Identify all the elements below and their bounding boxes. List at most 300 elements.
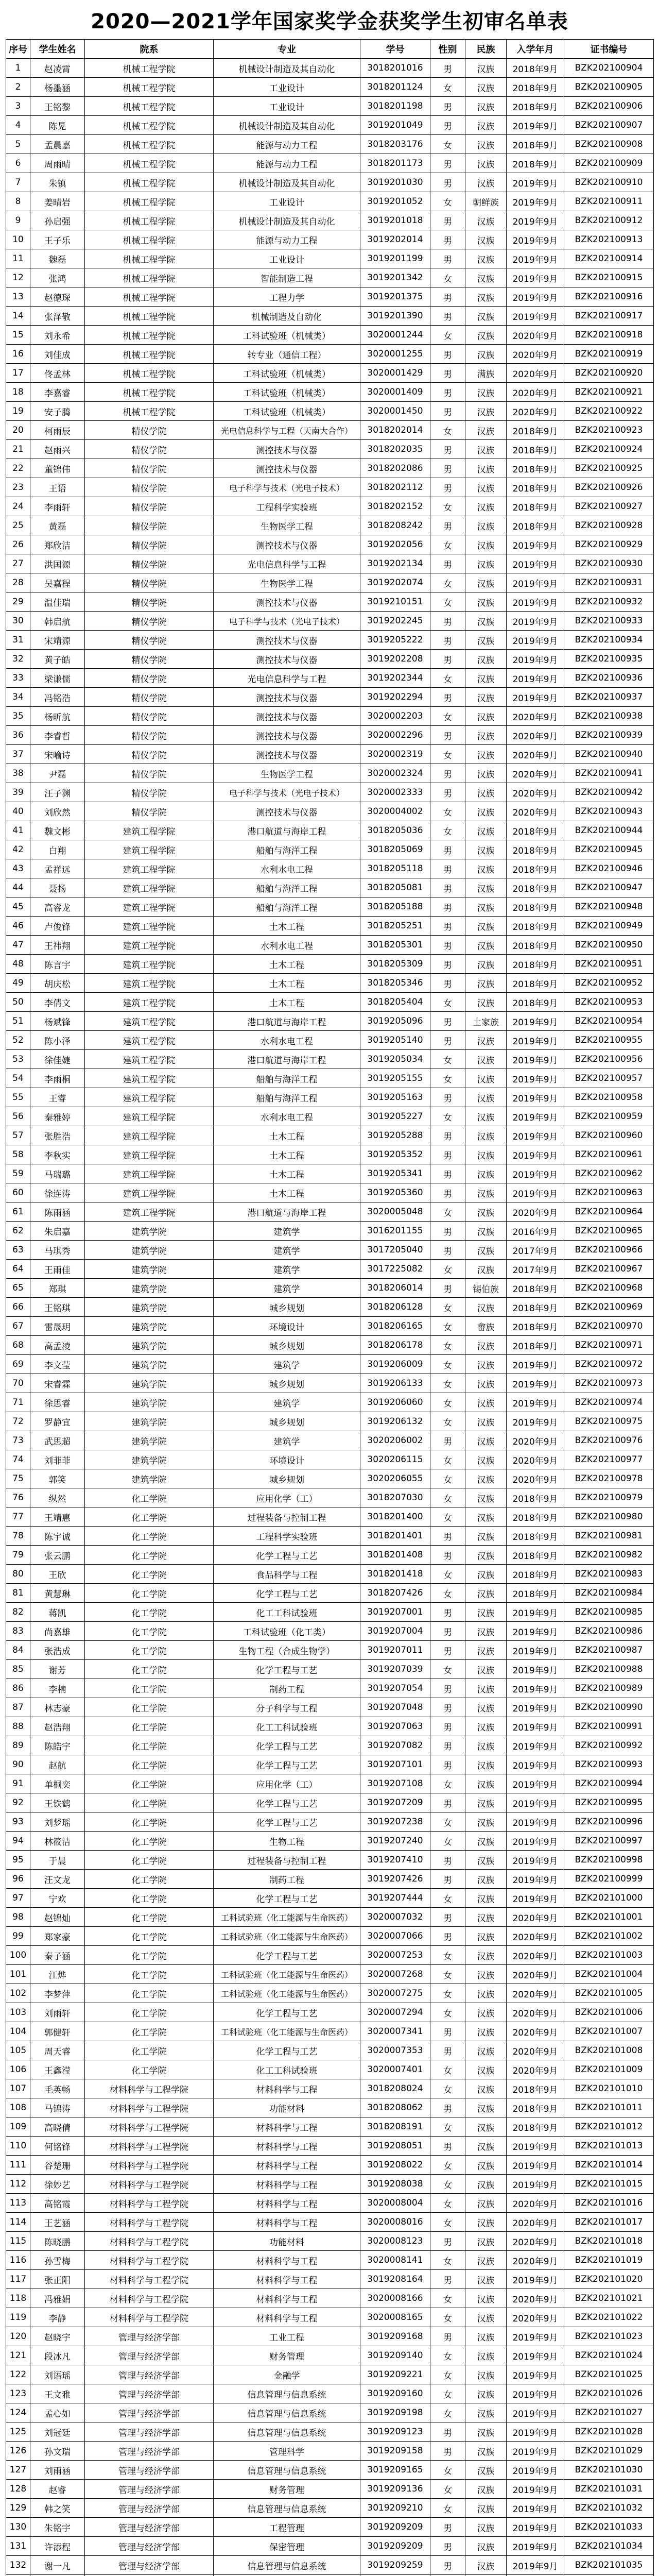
major-cell: 信息管理与信息系统 <box>214 2403 360 2422</box>
name-cell: 魏文彬 <box>30 821 85 840</box>
ethnicity-cell: 汉族 <box>465 2537 507 2556</box>
ethnicity-cell: 汉族 <box>465 2156 507 2175</box>
ethnicity-cell: 汉族 <box>465 2098 507 2117</box>
student-id-cell: 3020008165 <box>360 2308 430 2327</box>
ethnicity-cell: 汉族 <box>465 1717 507 1736</box>
gender-cell: 男 <box>430 840 465 859</box>
department-cell: 精仪学院 <box>85 650 214 669</box>
ethnicity-cell: 汉族 <box>465 1031 507 1050</box>
department-cell: 化工学院 <box>85 1660 214 1679</box>
major-cell: 机械设计制造及其自动化 <box>214 59 360 78</box>
major-cell: 船舶与海洋工程 <box>214 897 360 917</box>
certificate-cell: BZK202100986 <box>564 1622 654 1641</box>
ethnicity-cell: 汉族 <box>465 268 507 287</box>
major-cell: 化学工程与工艺 <box>214 1755 360 1774</box>
index-cell: 11 <box>6 249 30 268</box>
name-cell: 武思超 <box>30 1431 85 1450</box>
student-id-cell: 3019207039 <box>360 1660 430 1679</box>
table-row <box>6 268 654 287</box>
table-row <box>6 1603 654 1622</box>
index-cell: 127 <box>6 2461 30 2480</box>
index-cell: 81 <box>6 1584 30 1603</box>
gender-cell: 女 <box>430 1336 465 1355</box>
gender-cell: 男 <box>430 1698 465 1717</box>
student-id-cell: 3018205069 <box>360 840 430 859</box>
major-cell: 船舶与海洋工程 <box>214 878 360 897</box>
department-cell: 精仪学院 <box>85 745 214 764</box>
gender-cell: 女 <box>430 2289 465 2308</box>
student-id-cell: 3019205360 <box>360 1183 430 1202</box>
gender-cell: 女 <box>430 78 465 97</box>
index-cell: 65 <box>6 1279 30 1298</box>
major-cell: 建筑学 <box>214 1260 360 1279</box>
table-row <box>6 859 654 878</box>
major-cell: 电子科学与技术（光电子技术） <box>214 478 360 497</box>
index-cell: 1 <box>6 59 30 78</box>
enrollment-cell: 2019年9月 <box>507 1851 564 1870</box>
ethnicity-cell: 汉族 <box>465 936 507 955</box>
major-cell: 港口航道与海岸工程 <box>214 1202 360 1222</box>
name-cell: 陈宇诚 <box>30 1527 85 1546</box>
name-cell: 徐佳婕 <box>30 1050 85 1069</box>
certificate-cell: BZK202101026 <box>564 2384 654 2403</box>
index-cell: 55 <box>6 1088 30 1107</box>
gender-cell: 女 <box>430 1107 465 1126</box>
student-id-cell: 3019201390 <box>360 307 430 326</box>
table-row <box>6 59 654 78</box>
student-id-cell: 3019209168 <box>360 2327 430 2346</box>
major-cell: 材料科学与工程 <box>214 2270 360 2289</box>
department-cell: 建筑学院 <box>85 1222 214 1241</box>
gender-cell: 女 <box>430 2403 465 2422</box>
department-cell: 材料科学与工程学院 <box>85 2289 214 2308</box>
name-cell: 李楠 <box>30 1679 85 1698</box>
enrollment-cell: 2020年9月 <box>507 364 564 383</box>
department-cell: 建筑学院 <box>85 1412 214 1431</box>
index-cell: 16 <box>6 345 30 364</box>
student-id-cell: 3019206132 <box>360 1412 430 1431</box>
index-cell: 10 <box>6 230 30 249</box>
name-cell: 陈言宇 <box>30 955 85 974</box>
certificate-cell: BZK202101014 <box>564 2156 654 2175</box>
enrollment-cell: 2019年9月 <box>507 2461 564 2480</box>
enrollment-cell: 2020年9月 <box>507 1965 564 1984</box>
department-cell: 化工学院 <box>85 1603 214 1622</box>
table-row <box>6 1393 654 1412</box>
student-id-cell: 3020001244 <box>360 326 430 345</box>
major-cell: 船舶与海洋工程 <box>214 1088 360 1107</box>
major-cell: 工业设计 <box>214 249 360 268</box>
table-row <box>6 1546 654 1565</box>
department-cell: 化工学院 <box>85 2041 214 2060</box>
certificate-cell: BZK202100953 <box>564 993 654 1012</box>
ethnicity-cell: 汉族 <box>465 2079 507 2098</box>
enrollment-cell: 2019年9月 <box>507 1412 564 1431</box>
ethnicity-cell: 汉族 <box>465 1793 507 1812</box>
major-cell: 管理科学 <box>214 2442 360 2461</box>
name-cell: 李倩文 <box>30 993 85 1012</box>
index-cell: 77 <box>6 1507 30 1527</box>
name-cell: 张浩成 <box>30 1641 85 1660</box>
enrollment-cell: 2019年9月 <box>507 554 564 573</box>
index-cell: 92 <box>6 1793 30 1812</box>
certificate-cell: BZK202101005 <box>564 1984 654 2003</box>
enrollment-cell: 2019年9月 <box>507 1832 564 1851</box>
student-id-cell: 3020004002 <box>360 802 430 821</box>
certificate-cell: BZK202101001 <box>564 1908 654 1927</box>
name-cell: 王铭黎 <box>30 97 85 116</box>
name-cell: 李梦萍 <box>30 1984 85 2003</box>
gender-cell: 女 <box>430 1298 465 1317</box>
index-cell: 57 <box>6 1126 30 1145</box>
student-id-cell: 3019201375 <box>360 287 430 307</box>
name-cell: 朱启嘉 <box>30 1222 85 1241</box>
enrollment-cell: 2020年9月 <box>507 2041 564 2060</box>
gender-cell: 男 <box>430 1222 465 1241</box>
index-cell: 28 <box>6 573 30 592</box>
gender-cell: 男 <box>430 478 465 497</box>
certificate-cell: BZK202100942 <box>564 783 654 802</box>
index-cell: 99 <box>6 1927 30 1946</box>
name-cell: 赵德琛 <box>30 287 85 307</box>
gender-cell: 女 <box>430 1889 465 1908</box>
student-id-cell: 3019207426 <box>360 1870 430 1889</box>
gender-cell: 男 <box>430 1927 465 1946</box>
enrollment-cell: 2020年9月 <box>507 1946 564 1965</box>
table-row <box>6 2041 654 2060</box>
student-id-cell: 3019207209 <box>360 1793 430 1812</box>
major-cell: 建筑学 <box>214 1393 360 1412</box>
student-id-cell: 3018205081 <box>360 878 430 897</box>
table-row <box>6 1050 654 1069</box>
enrollment-cell: 2019年9月 <box>507 2422 564 2442</box>
certificate-cell: BZK202100947 <box>564 878 654 897</box>
major-cell: 测控技术与仪器 <box>214 745 360 764</box>
table-row <box>6 2403 654 2422</box>
name-cell: 王艺涵 <box>30 2213 85 2232</box>
table-row <box>6 592 654 612</box>
enrollment-cell: 2019年9月 <box>507 592 564 612</box>
ethnicity-cell: 汉族 <box>465 1965 507 1984</box>
ethnicity-cell: 汉族 <box>465 2194 507 2213</box>
index-cell: 87 <box>6 1698 30 1717</box>
major-cell: 环境设计 <box>214 1450 360 1469</box>
enrollment-cell: 2020年9月 <box>507 1431 564 1450</box>
index-cell: 83 <box>6 1622 30 1641</box>
index-cell: 91 <box>6 1774 30 1793</box>
student-id-cell: 3020008166 <box>360 2289 430 2308</box>
gender-cell: 女 <box>430 1412 465 1431</box>
major-cell: 建筑学 <box>214 1241 360 1260</box>
certificate-cell: BZK202101035 <box>564 2556 654 2575</box>
student-id-cell: 3019209140 <box>360 2346 430 2365</box>
enrollment-cell: 2019年9月 <box>507 1603 564 1622</box>
index-cell: 131 <box>6 2537 30 2556</box>
gender-cell: 女 <box>430 745 465 764</box>
major-cell: 材料科学与工程 <box>214 2213 360 2232</box>
certificate-cell: BZK202100967 <box>564 1260 654 1279</box>
table-row <box>6 326 654 345</box>
department-cell: 建筑工程学院 <box>85 878 214 897</box>
table-row <box>6 1641 654 1660</box>
gender-cell: 男 <box>430 897 465 917</box>
name-cell: 赵雨兴 <box>30 440 85 459</box>
department-cell: 机械工程学院 <box>85 249 214 268</box>
gender-cell: 男 <box>430 917 465 936</box>
index-cell: 126 <box>6 2442 30 2461</box>
student-id-cell: 3019207011 <box>360 1641 430 1660</box>
enrollment-cell: 2019年9月 <box>507 1145 564 1164</box>
table-header <box>6 40 654 59</box>
table-row <box>6 897 654 917</box>
certificate-cell: BZK202100984 <box>564 1584 654 1603</box>
major-cell: 工科试验班（化工类） <box>214 1622 360 1641</box>
ethnicity-cell: 汉族 <box>465 1412 507 1431</box>
name-cell: 陈皓宇 <box>30 1736 85 1755</box>
certificate-cell: BZK202101022 <box>564 2308 654 2327</box>
department-cell: 精仪学院 <box>85 612 214 631</box>
enrollment-cell: 2020年9月 <box>507 1984 564 2003</box>
gender-cell: 男 <box>430 402 465 421</box>
enrollment-cell: 2019年9月 <box>507 2480 564 2499</box>
table-row <box>6 1679 654 1698</box>
name-cell: 冯铭浩 <box>30 688 85 707</box>
department-cell: 管理与经济学部 <box>85 2461 214 2480</box>
table-row <box>6 2213 654 2232</box>
major-cell: 船舶与海洋工程 <box>214 840 360 859</box>
enrollment-cell: 2020年9月 <box>507 745 564 764</box>
certificate-cell: BZK202100962 <box>564 1164 654 1183</box>
gender-cell: 男 <box>430 726 465 745</box>
gender-cell: 女 <box>430 135 465 154</box>
major-cell: 化学工程与工艺 <box>214 1812 360 1832</box>
certificate-cell: BZK202100960 <box>564 1126 654 1145</box>
gender-cell: 男 <box>430 2327 465 2346</box>
certificate-cell: BZK202100945 <box>564 840 654 859</box>
enrollment-cell: 2019年9月 <box>507 650 564 669</box>
certificate-cell: BZK202100905 <box>564 78 654 97</box>
table-row <box>6 2003 654 2022</box>
certificate-cell: BZK202100940 <box>564 745 654 764</box>
table-row <box>6 1717 654 1736</box>
table-row <box>6 802 654 821</box>
major-cell: 生物工程 <box>214 1832 360 1851</box>
ethnicity-cell: 汉族 <box>465 1126 507 1145</box>
enrollment-cell: 2019年9月 <box>507 2499 564 2518</box>
index-cell: 76 <box>6 1488 30 1507</box>
name-cell: 张泽敬 <box>30 307 85 326</box>
ethnicity-cell: 汉族 <box>465 974 507 993</box>
index-cell: 96 <box>6 1870 30 1889</box>
department-cell: 机械工程学院 <box>85 230 214 249</box>
table-row <box>6 1908 654 1927</box>
certificate-cell: BZK202100929 <box>564 535 654 554</box>
major-cell: 化学工程与工艺 <box>214 1946 360 1965</box>
certificate-cell: BZK202100974 <box>564 1393 654 1412</box>
enrollment-cell: 2019年9月 <box>507 1183 564 1202</box>
index-cell: 7 <box>6 173 30 192</box>
gender-cell: 男 <box>430 116 465 135</box>
index-cell: 60 <box>6 1183 30 1202</box>
department-cell: 建筑工程学院 <box>85 955 214 974</box>
table-row <box>6 364 654 383</box>
gender-cell: 男 <box>430 955 465 974</box>
name-cell: 孟晨嘉 <box>30 135 85 154</box>
certificate-cell: BZK202100919 <box>564 345 654 364</box>
name-cell: 马瑞璐 <box>30 1164 85 1183</box>
enrollment-cell: 2018年9月 <box>507 878 564 897</box>
department-cell: 建筑工程学院 <box>85 1069 214 1088</box>
ethnicity-cell: 汉族 <box>465 1431 507 1450</box>
student-id-cell: 3019202056 <box>360 535 430 554</box>
major-cell: 转专业（通信工程） <box>214 345 360 364</box>
column-header-ethnicity: 民族 <box>465 40 507 59</box>
gender-cell: 男 <box>430 2518 465 2537</box>
enrollment-cell: 2019年9月 <box>507 230 564 249</box>
index-cell: 94 <box>6 1832 30 1851</box>
ethnicity-cell: 汉族 <box>465 535 507 554</box>
certificate-cell: BZK202100959 <box>564 1107 654 1126</box>
enrollment-cell: 2019年9月 <box>507 1374 564 1393</box>
ethnicity-cell: 汉族 <box>465 1355 507 1374</box>
gender-cell: 男 <box>430 2022 465 2041</box>
name-cell: 杨昕航 <box>30 707 85 726</box>
name-cell: 林筱洁 <box>30 1832 85 1851</box>
gender-cell: 男 <box>430 59 465 78</box>
name-cell: 赵航 <box>30 1755 85 1774</box>
gender-cell: 男 <box>430 1870 465 1889</box>
department-cell: 建筑学院 <box>85 1279 214 1298</box>
student-id-cell: 3019205140 <box>360 1031 430 1050</box>
index-cell: 52 <box>6 1031 30 1050</box>
ethnicity-cell: 汉族 <box>465 2137 507 2156</box>
certificate-cell: BZK202100968 <box>564 1279 654 1298</box>
index-cell: 4 <box>6 116 30 135</box>
name-cell: 李雨桐 <box>30 1069 85 1088</box>
name-cell: 王铁鹤 <box>30 1793 85 1812</box>
name-cell: 刘永希 <box>30 326 85 345</box>
department-cell: 化工学院 <box>85 1584 214 1603</box>
ethnicity-cell: 汉族 <box>465 2041 507 2060</box>
ethnicity-cell: 朝鲜族 <box>465 192 507 211</box>
major-cell: 信息管理与信息系统 <box>214 2461 360 2480</box>
gender-cell: 女 <box>430 1050 465 1069</box>
name-cell: 马锦涛 <box>30 2098 85 2117</box>
ethnicity-cell: 汉族 <box>465 1870 507 1889</box>
enrollment-cell: 2018年9月 <box>507 993 564 1012</box>
index-cell: 89 <box>6 1736 30 1755</box>
gender-cell: 男 <box>430 1088 465 1107</box>
enrollment-cell: 2019年9月 <box>507 2384 564 2403</box>
ethnicity-cell: 汉族 <box>465 1679 507 1698</box>
name-cell: 汪子渊 <box>30 783 85 802</box>
name-cell: 郑家豪 <box>30 1927 85 1946</box>
enrollment-cell: 2019年9月 <box>507 2556 564 2575</box>
major-cell: 港口航道与海岸工程 <box>214 821 360 840</box>
index-cell: 12 <box>6 268 30 287</box>
table-row <box>6 2518 654 2537</box>
table-row <box>6 78 654 97</box>
name-cell: 洪国源 <box>30 554 85 573</box>
department-cell: 化工学院 <box>85 1908 214 1927</box>
index-cell: 86 <box>6 1679 30 1698</box>
certificate-cell: BZK202100982 <box>564 1546 654 1565</box>
enrollment-cell: 2018年9月 <box>507 78 564 97</box>
ethnicity-cell: 汉族 <box>465 1927 507 1946</box>
index-cell: 118 <box>6 2289 30 2308</box>
gender-cell: 女 <box>430 2156 465 2175</box>
gender-cell: 男 <box>430 974 465 993</box>
certificate-cell: BZK202100938 <box>564 707 654 726</box>
department-cell: 机械工程学院 <box>85 364 214 383</box>
enrollment-cell: 2018年9月 <box>507 1527 564 1546</box>
major-cell: 港口航道与海岸工程 <box>214 1012 360 1031</box>
major-cell: 生物工程（合成生物学） <box>214 1641 360 1660</box>
table-row <box>6 478 654 497</box>
ethnicity-cell: 汉族 <box>465 383 507 402</box>
ethnicity-cell: 汉族 <box>465 2022 507 2041</box>
name-cell: 赵睿 <box>30 2480 85 2499</box>
index-cell: 70 <box>6 1374 30 1393</box>
table-row <box>6 1126 654 1145</box>
index-cell: 79 <box>6 1546 30 1565</box>
enrollment-cell: 2019年9月 <box>507 669 564 688</box>
student-id-cell: 3018201401 <box>360 1527 430 1546</box>
major-cell: 港口航道与海岸工程 <box>214 1050 360 1069</box>
department-cell: 精仪学院 <box>85 440 214 459</box>
department-cell: 精仪学院 <box>85 802 214 821</box>
major-cell: 电子科学与技术（光电子技术） <box>214 783 360 802</box>
ethnicity-cell: 汉族 <box>465 1698 507 1717</box>
department-cell: 化工学院 <box>85 1965 214 1984</box>
ethnicity-cell: 汉族 <box>465 2003 507 2022</box>
enrollment-cell: 2019年9月 <box>507 1050 564 1069</box>
major-cell: 化工工科试验班 <box>214 1603 360 1622</box>
major-cell: 船舶与海洋工程 <box>214 1069 360 1088</box>
index-cell: 110 <box>6 2137 30 2156</box>
name-cell: 韩之笑 <box>30 2499 85 2518</box>
student-id-cell: 3019205163 <box>360 1088 430 1107</box>
ethnicity-cell: 畲族 <box>465 1317 507 1336</box>
gender-cell: 男 <box>430 97 465 116</box>
name-cell: 赵锦灿 <box>30 1908 85 1927</box>
index-cell: 47 <box>6 936 30 955</box>
name-cell: 陈小泽 <box>30 1031 85 1050</box>
ethnicity-cell: 汉族 <box>465 707 507 726</box>
gender-cell: 女 <box>430 669 465 688</box>
table-row <box>6 516 654 535</box>
major-cell: 生物医学工程 <box>214 516 360 535</box>
major-cell: 测控技术与仪器 <box>214 707 360 726</box>
department-cell: 化工学院 <box>85 1984 214 2003</box>
gender-cell: 女 <box>430 421 465 440</box>
major-cell: 应用化学（工） <box>214 1774 360 1793</box>
enrollment-cell: 2018年9月 <box>507 897 564 917</box>
certificate-cell: BZK202100957 <box>564 1069 654 1088</box>
name-cell: 何铭锋 <box>30 2137 85 2156</box>
name-cell: 刘雨轩 <box>30 2003 85 2022</box>
student-id-cell: 3019207001 <box>360 1603 430 1622</box>
major-cell: 工业设计 <box>214 97 360 116</box>
table-row <box>6 230 654 249</box>
gender-cell: 男 <box>430 650 465 669</box>
enrollment-cell: 2019年9月 <box>507 1698 564 1717</box>
index-cell: 50 <box>6 993 30 1012</box>
table-row <box>6 878 654 897</box>
department-cell: 精仪学院 <box>85 535 214 554</box>
name-cell: 赵晓宇 <box>30 2327 85 2346</box>
enrollment-cell: 2018年9月 <box>507 974 564 993</box>
